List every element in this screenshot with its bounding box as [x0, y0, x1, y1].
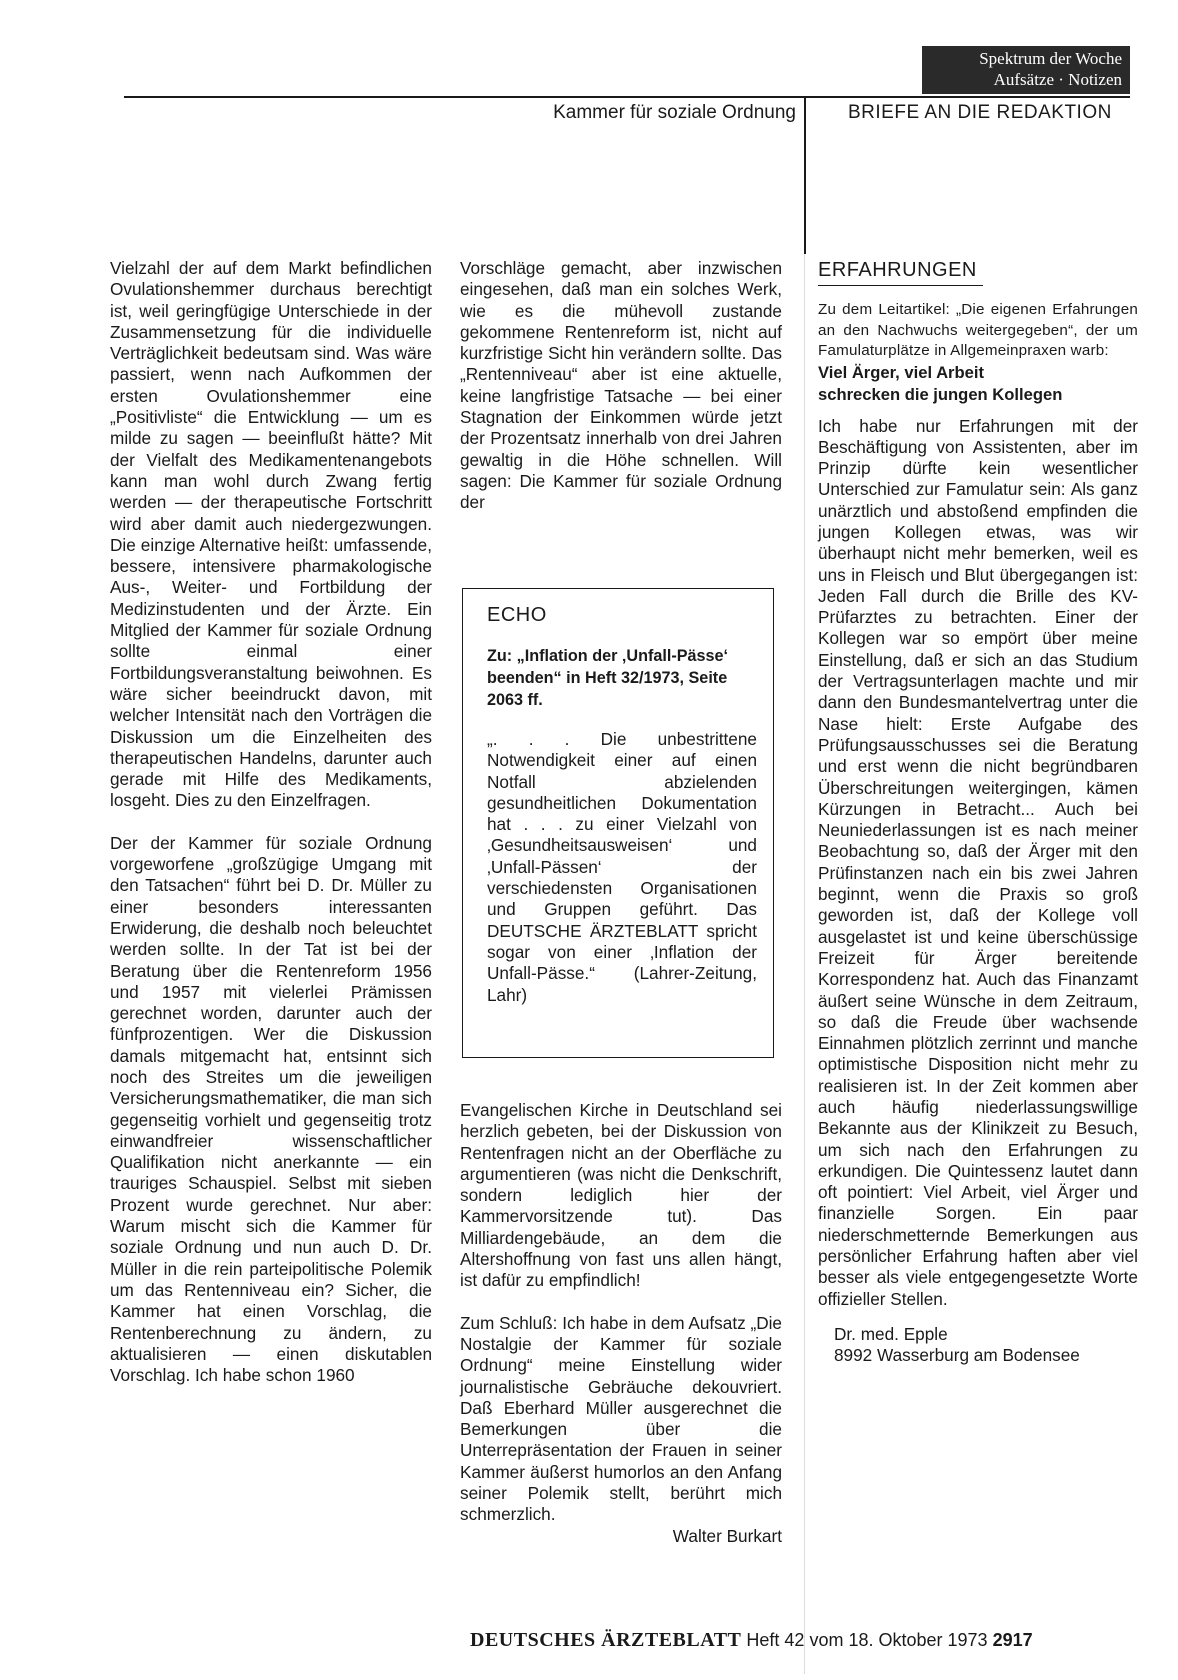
author-name: Walter Burkart [672, 1525, 782, 1546]
column-2-paragraph-1: Vorschläge gemacht, aber inzwischen eingesehen, daß man ein solches Werk, wie es die mühevoll zustande gekommene Rentenreform ist, nicht auf kurzfristige Sicht hin verändern sollte. Das „Rentenniveau“ aber ist eine aktuelle, keine langfristige Tatsache — bei einer Stagnation der Einkommen würde jetzt der Prozentsatz innerhalb von drei Jahren gewaltig in die Höhe schnellen. Will sagen: Die Kammer für soziale Ordnung der [460, 258, 782, 513]
column-1-paragraph-2: Der der Kammer für soziale Ordnung vorgeworfene „großzügige Umgang mit den Tatsachen“ führt bei D. Dr. Müller zu einer besonders interessanten Erwiderung, die deshalb noch beleuchtet werden sollte. In der Tat ist bei der Beratung über die Rentenreform 1956 und 1957 mit vielerlei Prämissen gerechnet worden, darunter auch der fünfprozentigen. Wer die Diskussion damals mitgemacht hat, entsinnt sich noch des Streites um die jeweiligen Versicherungsmathematiker, die man sich gegenseitig vorhielt und gegenseitig trotz einwandfreier wissenschaftlicher Qualifikation nicht anerkannte — ein trauriges Schauspiel. Selbst mit sieben Prozent wurde gerechnet. Nur aber: Warum mischt sich die Kammer für soziale Ordnung und nun auch D. Dr. Müller in die rein parteipolitische Polemik um das Rentenniveau ein? Sicher, die Kammer hat einen Vorschlag, die Rentenberechnung zu ändern, zu aktualisieren — einen diskutablen Vorschlag. Ich habe schon 1960 [110, 832, 432, 1386]
echo-quote: „. . . Die unbestrittene Notwendigkeit einer auf einen Notfall abzielenden gesundheitlichen Dokumentation hat . . . zu einer Vielzahl von ‚Gesundheitsausweisen‘ und ‚Unfall-Pässen‘ der verschiedensten Organisationen und Gruppen geführt. Das DEUTSCHE ÄRZTEBLATT spricht sogar von einer ‚Inflation der Unfall-Pässe.“ (Lahrer-Zeitung, Lahr) [487, 729, 757, 1005]
badge-line-2: Aufsätze · Notizen [993, 70, 1122, 89]
running-title-left: Kammer für soziale Ordnung [553, 102, 796, 123]
column-2-top [460, 258, 782, 514]
page-footer [470, 1628, 1033, 1652]
column-1-paragraph-1: Vielzahl der auf dem Markt befindlichen Ovulationshemmer durchaus berechtigt ist, weil geringfügige Unterschiede in der Zusammensetzung für die individuelle Verträglichkeit bedeutsam sind. Was wäre passiert, wenn nach Aufkommen der ersten Ovulationshemmer eine „Positivliste“ die Entwicklung — um es milde zu sagen — beeinflußt hätte? Mit der Vielfalt des Medikamentenangebots kann man wohl durch Zwang fertig werden — der therapeutische Fortschritt wird aber damit auch niedergezwungen. Die einzige Alternative heißt: umfassende, bessere, intensivere pharmakologische Aus-, Weiter- und Fortbildung der Medizinstudenten und der Ärzte. Ein Mitglied der Kammer für soziale Ordnung sollte einmal einer Fortbildungsveranstaltung beiwohnen. Es wäre sicher beeindruckt davon, mit welcher Intensität nach den Vorträgen die Diskussion um die Einzelheiten des therapeutischen Handelns, darunter auch gerade mit Hilfe des Medikaments, losgeht. Dies zu den Einzelfragen. [110, 258, 432, 811]
page-number: 2917 [992, 1630, 1033, 1650]
column-2-paragraph-3: Zum Schluß: Ich habe in dem Aufsatz „Die Nostalgie der Kammer für soziale Ordnung“ meine Einstellung wider journalistische Gebräuche dekouvriert. Daß Eberhard Müller ausgerechnet die Bemerkungen über die Unterrepräsentation der Frauen in seiner Kammer äußerst humorlos an den Anfang seiner Polemik stellt, berührt mich schmerzlich. [460, 1312, 782, 1525]
issue-info: Heft 42 vom 18. Oktober 1973 [746, 1630, 988, 1650]
column-3 [818, 258, 1138, 1367]
column-divider [804, 254, 805, 1674]
echo-reference: Zu: „Inflation der ‚Unfall-Pässe‘ beenden“ in Heft 32/1973, Seite 2063 ff. [487, 647, 729, 709]
signature-name: Dr. med. Epple [834, 1323, 948, 1344]
letter-headline-line-1: Viel Ärger, viel Arbeit [818, 362, 985, 382]
journal-name: DEUTSCHES ÄRZTEBLATT [470, 1629, 742, 1651]
column-2-paragraph-2: Evangelischen Kirche in Deutschland sei herzlich gebeten, bei der Diskussion von Rentenfragen nicht an der Oberfläche zu argumentieren (was nicht die Denkschrift, sondern lediglich hier der Kammervorsitzende tut). Das Milliardengebäude, an dem die Altershoffnung von fast uns allen hängt, ist dafür zu empfindlich! [460, 1100, 782, 1291]
letter-headline-line-2: schrecken die jungen Kollegen [818, 384, 1063, 404]
author-line [460, 1526, 782, 1547]
column-1 [110, 258, 432, 1386]
echo-title: ECHO [487, 604, 547, 626]
signature-address: 8992 Wasserburg am Bodensee [834, 1345, 1080, 1366]
badge-line-1: Spektrum der Woche [979, 49, 1122, 68]
letter-headline [818, 362, 1138, 406]
section-badge [922, 46, 1130, 94]
echo-box [462, 588, 774, 1058]
column-2-bottom [460, 1100, 782, 1547]
letter-body: Ich habe nur Erfahrungen mit der Beschäftigung von Assistenten, aber im Prinzip dürfte kein wesentlicher Unterschied zur Famulatur sein: Als ganz unärztlich und abstoßend empfinden die jungen Kollegen etwas, was wir überhaupt nicht mehr bemerken, weil es uns in Fleisch und Blut übergegangen ist: Jeden Fall durch die Brille des KV-Prüfarztes zu betrachten. Einer der Kollegen war so empört über meine Einstellung, daß er sich an das Studium der Vertragsunterlagen machte und mir dann den Bundesmantelvertrag unter die Nase hielt: Erste Aufgabe des Prüfungsausschusses sei die Beratung und erst wenn die nicht begründbaren Überschreitungen weitergingen, kämen Kürzungen in Betracht... Auch bei Neuniederlassungen ist es nach meiner Beobachtung so, daß der Ärger mit den Prüfinstanzen nach ein bis zwei Jahren beginnt, wenn die Praxis so groß geworden ist, daß der Kollege voll ausgelastet ist und keine überschüssige Freizeit für Ärger bereitende Korrespondenz hat. Auch das Finanzamt äußert seine Wünsche in dem Zeitraum, so daß die Freude über wachsende Einnahmen plötzlich zerrinnt und manche optimistische Disposition nicht mehr zu realisieren ist. In der Zeit kommen aber auch häufig niederlassungswillige Bekannte aus der Klinikzeit zu Besuch, um sich nach den Erfahrungen zu erkundigen. Die Quintessenz lautet dann oft pointiert: Viel Arbeit, viel Ärger und finanzielle Sorgen. Ein paar niederschmetternde Bemerkungen aus persönlicher Erfahrung haften aber viel besser als viele entgegengesetzte Worte offizieller Stellen. [818, 415, 1138, 1309]
letter-signature [818, 1324, 1138, 1367]
letter-intro: Zu dem Leitartikel: „Die eigenen Erfahrungen an den Nachwuchs weitergegeben“, der um Famulaturplätze in Allgemeinpraxen warb: [818, 301, 1138, 359]
header-column-divider [804, 96, 806, 254]
section-title-erfahrungen: ERFAHRUNGEN [818, 258, 983, 286]
header-rule [124, 96, 1130, 98]
running-title-right: BRIEFE AN DIE REDAKTION [848, 102, 1112, 123]
